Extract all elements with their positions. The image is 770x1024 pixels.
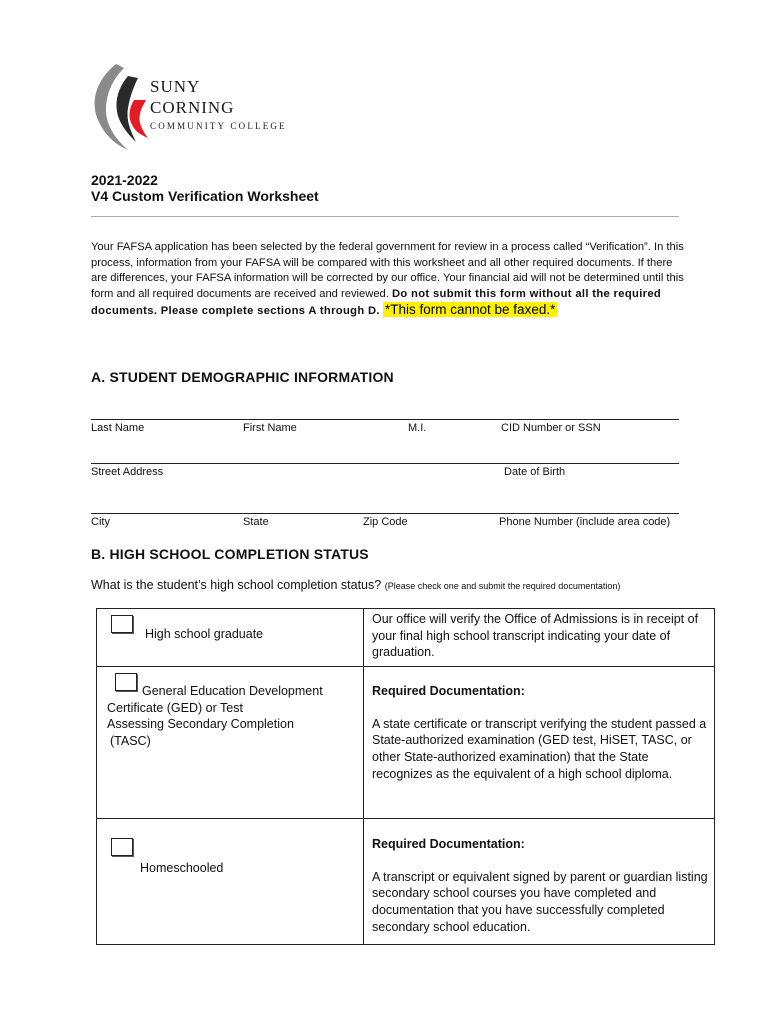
graduate-label: High school graduate [145,627,264,641]
ged-label-line: Assessing Secondary Completion [107,717,294,732]
state-label: State [243,516,269,528]
city-label: City [91,516,110,528]
intro-paragraph [91,240,691,320]
ged-doc-text: A state certificate or transcript verifying the student passed a State-authorized examination (GED test, HiSET, TASC, or other State-authorized examination) that the State recognizes as the equivalent of a high school diploma. [372,716,707,781]
section-a-heading: A. STUDENT DEMOGRAPHIC INFORMATION [91,369,394,385]
question-text: What is the student’s high school completion status? [91,578,382,592]
ged-doc-heading: Required Documentation: [372,684,525,698]
ged-label-line: General Education Development [142,684,323,698]
intro-body: Your FAFSA application has been selected by the federal government for review in a process called “Verification”. In this process, information from your FAFSA will be compared with this worksheet and all other required documents. If there are differences, your FAFSA information will be corrected by our office. Your financial aid will not be determined until this form and all required documents are received and reviewed. [91,241,684,300]
logo-line-suny: SUNY [150,77,201,96]
cid-label: CID Number or SSN [501,422,601,434]
graduate-doc-text: Our office will verify the Office of Admissions is in receipt of your final high school transcript indicating your date of graduation. [372,612,699,660]
intro-instruction: Do not submit this form without all the required documents. Please complete sections A through D. [91,287,662,317]
graduate-checkbox[interactable] [111,615,133,633]
option-row-homeschooled [97,819,715,945]
form-title: V4 Custom Verification Worksheet [91,188,319,204]
ged-label-line: Certificate (GED) or Test [107,700,243,715]
completion-question [91,578,620,592]
mi-label: M.I. [408,422,427,434]
city-row-line[interactable] [91,513,679,514]
ged-label [107,683,357,750]
homeschooled-checkbox[interactable] [111,838,133,856]
option-row-ged [97,667,715,819]
name-row-line[interactable] [91,419,679,420]
homeschooled-doc-heading: Required Documentation: [372,837,525,851]
logo-line-corning: CORNING [150,98,235,117]
last-name-label: Last Name [91,422,145,434]
date-of-birth-label: Date of Birth [504,466,566,478]
option-row-graduate [97,609,715,667]
homeschooled-doc-text: A transcript or equivalent signed by parent or guardian listing secondary school courses you have completed and documentation that you have successfully completed secondary school education. [372,869,708,934]
section-b-heading: B. HIGH SCHOOL COMPLETION STATUS [91,546,369,562]
first-name-label: First Name [243,422,297,434]
street-address-label: Street Address [91,466,164,478]
fax-warning: *This form cannot be faxed.* [385,302,556,317]
address-row-line[interactable] [91,463,679,464]
logo-line-community-college: COMMUNITY COLLEGE [150,121,287,131]
ged-label-line: (TASC) [110,734,151,749]
question-note: (Please check one and submit the required documentation) [384,581,621,591]
form-year: 2021-2022 [91,172,158,188]
homeschooled-label: Homeschooled [140,861,224,875]
completion-status-table [96,608,715,945]
title-divider [91,216,679,217]
zip-code-label: Zip Code [363,516,408,528]
phone-number-label: Phone Number (include area code) [499,516,671,528]
